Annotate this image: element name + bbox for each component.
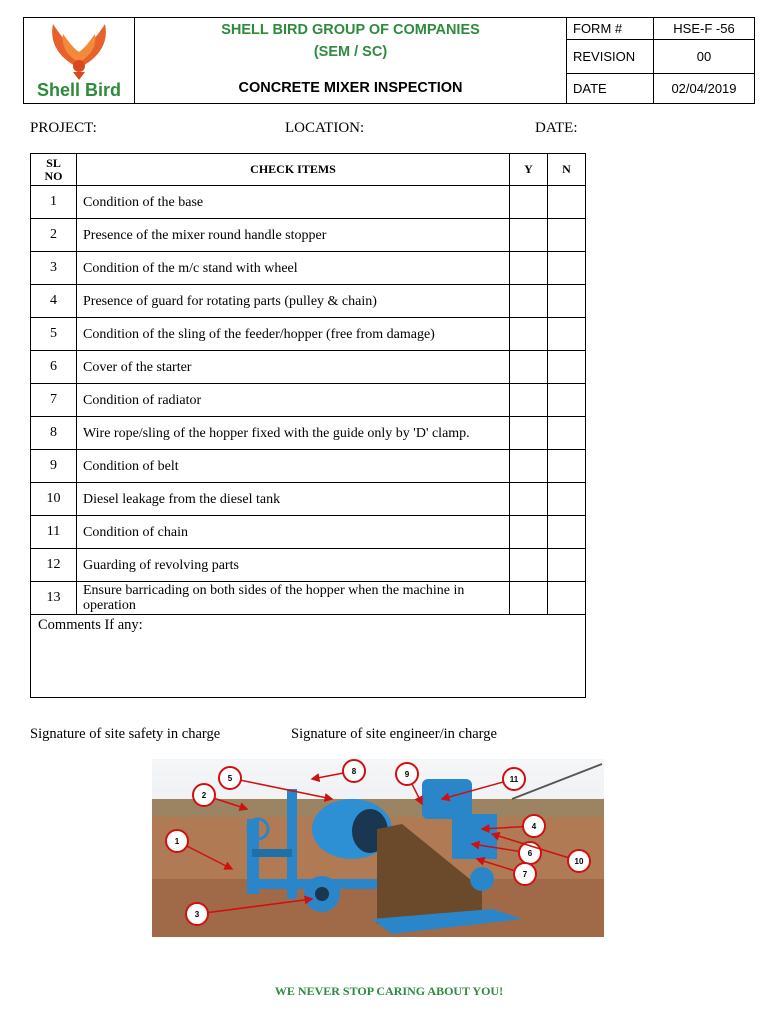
col-y-header: Y xyxy=(510,154,548,186)
checklist-row xyxy=(31,318,586,351)
callout-label: 2 xyxy=(201,791,207,800)
comments-label: Comments If any: xyxy=(38,617,143,633)
item-number: 3 xyxy=(31,252,77,285)
no-cell[interactable] xyxy=(548,219,586,252)
item-number: 10 xyxy=(31,483,77,516)
date-value: 02/04/2019 xyxy=(654,73,755,103)
no-cell[interactable] xyxy=(548,582,586,615)
date-label: DATE xyxy=(567,73,654,103)
checklist-row xyxy=(31,483,586,516)
no-cell[interactable] xyxy=(548,285,586,318)
callout-label: 3 xyxy=(194,910,200,919)
yes-cell[interactable] xyxy=(510,252,548,285)
logo-text: Shell Bird xyxy=(36,80,122,98)
item-text: Condition of radiator xyxy=(77,384,510,417)
yes-cell[interactable] xyxy=(510,384,548,417)
callout-label: 5 xyxy=(227,774,233,783)
checklist-row xyxy=(31,186,586,219)
item-number: 11 xyxy=(31,516,77,549)
checklist-row xyxy=(31,252,586,285)
item-number: 9 xyxy=(31,450,77,483)
item-text: Ensure barricading on both sides of the hopper when the machine in operation xyxy=(77,582,510,615)
item-number: 1 xyxy=(31,186,77,219)
checklist-row xyxy=(31,219,586,252)
no-cell[interactable] xyxy=(548,450,586,483)
no-cell[interactable] xyxy=(548,318,586,351)
title-cell xyxy=(135,18,567,104)
no-cell[interactable] xyxy=(548,516,586,549)
engineer-signature-label: Signature of site engineer/in charge xyxy=(291,726,497,742)
yes-cell[interactable] xyxy=(510,219,548,252)
revision-label: REVISION xyxy=(567,40,654,73)
checklist-row xyxy=(31,549,586,582)
callout-label: 11 xyxy=(509,775,519,784)
no-cell[interactable] xyxy=(548,417,586,450)
item-number: 13 xyxy=(31,582,77,615)
yes-cell[interactable] xyxy=(510,318,548,351)
item-text: Condition of the sling of the feeder/hopper (free from damage) xyxy=(77,318,510,351)
item-text: Condition of the m/c stand with wheel xyxy=(77,252,510,285)
callout-label: 8 xyxy=(351,767,357,776)
item-text: Guarding of revolving parts xyxy=(77,549,510,582)
item-number: 6 xyxy=(31,351,77,384)
no-cell[interactable] xyxy=(548,252,586,285)
safety-signature-label: Signature of site safety in charge xyxy=(30,726,221,742)
yes-cell[interactable] xyxy=(510,549,548,582)
callout-label: 1 xyxy=(174,837,180,846)
yes-cell[interactable] xyxy=(510,285,548,318)
item-number: 12 xyxy=(31,549,77,582)
no-cell[interactable] xyxy=(548,384,586,417)
callout-label: 9 xyxy=(404,770,410,779)
item-number: 5 xyxy=(31,318,77,351)
item-number: 8 xyxy=(31,417,77,450)
yes-cell[interactable] xyxy=(510,450,548,483)
form-number-value: HSE-F -56 xyxy=(654,18,755,40)
yes-cell[interactable] xyxy=(510,516,548,549)
yes-cell[interactable] xyxy=(510,483,548,516)
item-text: Cover of the starter xyxy=(77,351,510,384)
no-cell[interactable] xyxy=(548,483,586,516)
item-text: Wire rope/sling of the hopper fixed with the guide only by 'D' clamp. xyxy=(77,417,510,450)
item-text: Condition of belt xyxy=(77,450,510,483)
company-subname: (SEM / SC) xyxy=(313,44,388,60)
no-cell[interactable] xyxy=(548,549,586,582)
project-label: PROJECT: xyxy=(30,120,97,136)
date-field-label: DATE: xyxy=(535,120,578,136)
yes-cell[interactable] xyxy=(510,417,548,450)
form-header xyxy=(23,17,755,104)
callout-label: 10 xyxy=(574,857,584,866)
item-number: 2 xyxy=(31,219,77,252)
callout-label: 4 xyxy=(531,822,537,831)
company-name: SHELL BIRD GROUP OF COMPANIES xyxy=(221,22,480,38)
location-label: LOCATION: xyxy=(285,120,365,136)
footer-slogan: WE NEVER STOP CARING ABOUT YOU! xyxy=(274,984,504,998)
form-number-label: FORM # xyxy=(567,18,654,40)
no-cell[interactable] xyxy=(548,186,586,219)
checklist-row xyxy=(31,450,586,483)
item-text: Condition of the base xyxy=(77,186,510,219)
yes-cell[interactable] xyxy=(510,186,548,219)
checklist-row xyxy=(31,516,586,549)
yes-cell[interactable] xyxy=(510,582,548,615)
item-text: Presence of the mixer round handle stopper xyxy=(77,219,510,252)
revision-value: 00 xyxy=(654,40,755,73)
callout-label: 6 xyxy=(527,849,533,858)
concrete-mixer-photo xyxy=(152,759,604,937)
item-text: Diesel leakage from the diesel tank xyxy=(77,483,510,516)
item-number: 4 xyxy=(31,285,77,318)
comments-box[interactable] xyxy=(31,615,586,698)
checklist-row xyxy=(31,582,586,615)
col-item-header: CHECK ITEMS xyxy=(77,154,510,186)
checklist-row xyxy=(31,285,586,318)
item-text: Presence of guard for rotating parts (pulley & chain) xyxy=(77,285,510,318)
yes-cell[interactable] xyxy=(510,351,548,384)
checklist-row xyxy=(31,384,586,417)
checklist-table xyxy=(30,153,586,698)
checklist-row xyxy=(31,351,586,384)
checklist-row xyxy=(31,417,586,450)
form-title: CONCRETE MIXER INSPECTION xyxy=(238,80,463,96)
col-n-header: N xyxy=(548,154,586,186)
logo-cell xyxy=(24,18,135,104)
col-sl-header: SL NO xyxy=(31,154,77,186)
shell-bird-logo xyxy=(29,18,129,98)
no-cell[interactable] xyxy=(548,351,586,384)
item-text: Condition of chain xyxy=(77,516,510,549)
item-number: 7 xyxy=(31,384,77,417)
callout-label: 7 xyxy=(522,870,528,879)
